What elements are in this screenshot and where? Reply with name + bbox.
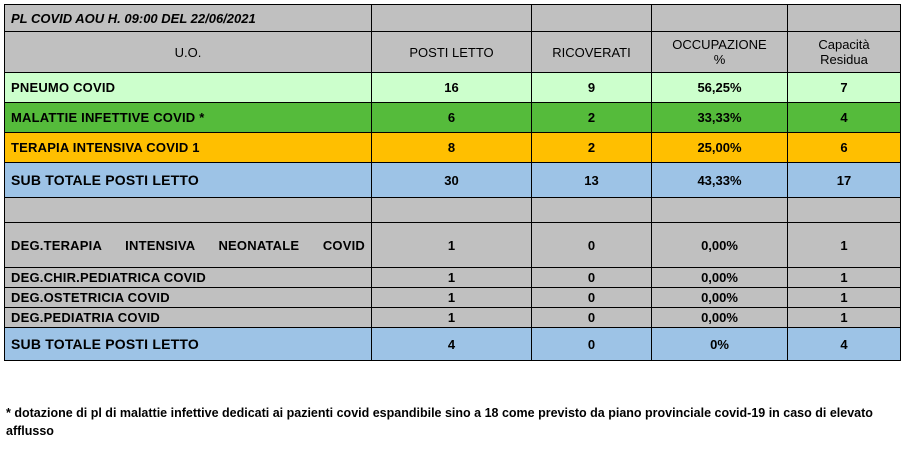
cell-capacita-residua: 1 xyxy=(788,308,901,328)
column-header-occupazione-line2: % xyxy=(713,52,726,67)
table-row xyxy=(5,73,901,103)
cell-capacita-residua: 7 xyxy=(788,73,901,103)
title-filler-1 xyxy=(372,5,532,32)
table-title-row xyxy=(5,5,901,32)
cell-capacita-residua: 4 xyxy=(788,328,901,361)
cell-occupazione: 0,00% xyxy=(652,268,788,288)
cell-occupazione: 0,00% xyxy=(652,308,788,328)
cell-posti-letto: 1 xyxy=(372,223,532,268)
cell-occupazione: 0% xyxy=(652,328,788,361)
cell-posti-letto: 4 xyxy=(372,328,532,361)
cell-occupazione: 43,33% xyxy=(652,163,788,198)
cell-capacita-residua: 1 xyxy=(788,288,901,308)
cell-ricoverati: 0 xyxy=(532,288,652,308)
spacer-cell-2 xyxy=(372,198,532,223)
table-row-subtotal xyxy=(5,163,901,198)
table-row xyxy=(5,103,901,133)
table-row-subtotal xyxy=(5,328,901,361)
cell-occupazione: 33,33% xyxy=(652,103,788,133)
column-header-uo: U.O. xyxy=(5,32,372,73)
cell-posti-letto: 1 xyxy=(372,268,532,288)
row-label-sub-totale-posti-letto-2: SUB TOTALE POSTI LETTO xyxy=(5,328,372,361)
column-header-occupazione xyxy=(652,32,788,73)
cell-capacita-residua: 1 xyxy=(788,223,901,268)
row-label-deg-chir-pediatrica-covid: DEG.CHIR.PEDIATRICA COVID xyxy=(5,268,372,288)
table-row xyxy=(5,133,901,163)
table-row xyxy=(5,288,901,308)
row-label-pneumo-covid: PNEUMO COVID xyxy=(5,73,372,103)
cell-posti-letto: 1 xyxy=(372,308,532,328)
column-header-capacita-line2: Residua xyxy=(820,52,868,67)
title-filler-2 xyxy=(532,5,652,32)
column-header-capacita-residua xyxy=(788,32,901,73)
cell-occupazione: 25,00% xyxy=(652,133,788,163)
row-label-deg-terapia-intensiva-neonatale-covid: DEG.TERAPIA INTENSIVA NEONATALE COVID xyxy=(5,223,372,268)
cell-ricoverati: 2 xyxy=(532,133,652,163)
table-row xyxy=(5,308,901,328)
cell-posti-letto: 6 xyxy=(372,103,532,133)
covid-beds-table xyxy=(4,4,901,361)
cell-occupazione: 56,25% xyxy=(652,73,788,103)
title-filler-3 xyxy=(652,5,788,32)
column-header-posti-letto: POSTI LETTO xyxy=(372,32,532,73)
table-row xyxy=(5,223,901,268)
cell-posti-letto: 16 xyxy=(372,73,532,103)
column-header-ricoverati: RICOVERATI xyxy=(532,32,652,73)
cell-ricoverati: 2 xyxy=(532,103,652,133)
cell-ricoverati: 0 xyxy=(532,308,652,328)
cell-ricoverati: 0 xyxy=(532,223,652,268)
cell-ricoverati: 13 xyxy=(532,163,652,198)
table-row xyxy=(5,268,901,288)
row-label-sub-totale-posti-letto: SUB TOTALE POSTI LETTO xyxy=(5,163,372,198)
cell-ricoverati: 0 xyxy=(532,328,652,361)
spreadsheet-sheet xyxy=(0,4,909,449)
cell-capacita-residua: 17 xyxy=(788,163,901,198)
cell-capacita-residua: 1 xyxy=(788,268,901,288)
row-label-malattie-infettive-covid: MALATTIE INFETTIVE COVID * xyxy=(5,103,372,133)
cell-occupazione: 0,00% xyxy=(652,288,788,308)
cell-posti-letto: 8 xyxy=(372,133,532,163)
cell-capacita-residua: 6 xyxy=(788,133,901,163)
spacer-cell-1 xyxy=(5,198,372,223)
cell-posti-letto: 30 xyxy=(372,163,532,198)
spacer-cell-4 xyxy=(652,198,788,223)
row-label-terapia-intensiva-covid-1: TERAPIA INTENSIVA COVID 1 xyxy=(5,133,372,163)
row-label-deg-ostetricia-covid: DEG.OSTETRICIA COVID xyxy=(5,288,372,308)
column-header-occupazione-line1: OCCUPAZIONE xyxy=(672,37,767,52)
spacer-cell-3 xyxy=(532,198,652,223)
table-spacer-row xyxy=(5,198,901,223)
footnote-text: * dotazione di pl di malattie infettive dedicati ai pazienti covid espandibile sino a 18 come previsto da piano provinciale covid-19 in caso di elevato afflusso xyxy=(6,406,873,439)
page-title: PL COVID AOU H. 09:00 DEL 22/06/2021 xyxy=(5,5,372,32)
column-header-capacita-line1: Capacità xyxy=(818,37,870,52)
cell-ricoverati: 9 xyxy=(532,73,652,103)
row-label-deg-pediatria-covid: DEG.PEDIATRIA COVID xyxy=(5,308,372,328)
cell-capacita-residua: 4 xyxy=(788,103,901,133)
cell-ricoverati: 0 xyxy=(532,268,652,288)
cell-occupazione: 0,00% xyxy=(652,223,788,268)
cell-posti-letto: 1 xyxy=(372,288,532,308)
spacer-cell-5 xyxy=(788,198,901,223)
title-filler-4 xyxy=(788,5,901,32)
table-header-row xyxy=(5,32,901,73)
